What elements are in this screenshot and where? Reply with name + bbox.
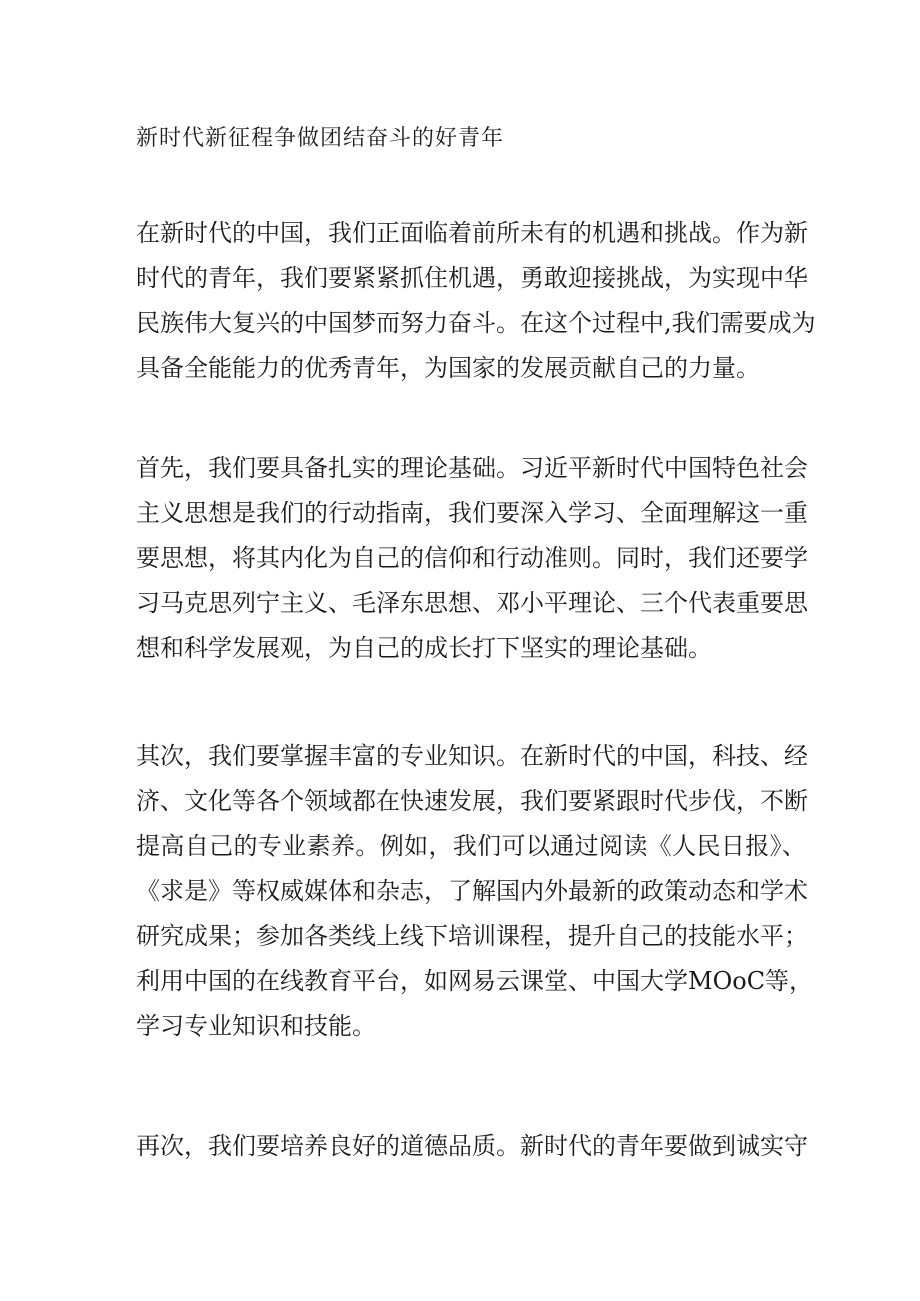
paragraph-line: 习马克思列宁主义、毛泽东思想、邓小平理论、三个代表重要思 (136, 589, 808, 617)
paragraph-line: 民族伟大复兴的中国梦而努力奋斗。在这个过程中,我们需要成为 (136, 309, 816, 337)
paragraph-knowledge (136, 734, 814, 1049)
paragraph-line: 时代的青年，我们要紧紧抓住机遇，勇敢迎接挑战，为实现中华 (136, 264, 808, 292)
document-title: 新时代新征程争做团结奋斗的好青年 (136, 126, 505, 151)
paragraph-theory (136, 446, 806, 671)
paragraph-line: 利用中国的在线教育平台，如网易云课堂、中国大学MOoC等， (136, 967, 814, 995)
paragraph-line: 其次，我们要掌握丰富的专业知识。在新时代的中国，科技、经 (136, 742, 808, 770)
paragraph-line: 首先，我们要具备扎实的理论基础。习近平新时代中国特色社会 (136, 454, 808, 482)
paragraph-line: 具备全能能力的优秀青年，为国家的发展贡献自己的力量。 (136, 354, 760, 382)
paragraph-line: 再次，我们要培养良好的道德品质。新时代的青年要做到诚实守 (136, 1132, 808, 1160)
paragraph-line: 学习专业知识和技能。 (136, 1012, 376, 1040)
paragraph-line: 《求是》等权威媒体和杂志，了解国内外最新的政策动态和学术 (136, 877, 808, 905)
paragraph-morality (136, 1124, 806, 1169)
paragraph-line: 在新时代的中国，我们正面临着前所未有的机遇和挑战。作为新 (136, 219, 808, 247)
paragraph-line: 研究成果；参加各类线上线下培训课程，提升自己的技能水平； (136, 922, 808, 950)
paragraph-line: 要思想，将其内化为自己的信仰和行动准则。同时，我们还要学 (136, 544, 808, 572)
paragraph-line: 提高自己的专业素养。例如，我们可以通过阅读《人民日报》、 (136, 832, 806, 860)
paragraph-line: 济、文化等各个领域都在快速发展，我们要紧跟时代步伐，不断 (136, 787, 808, 815)
paragraph-line: 主义思想是我们的行动指南，我们要深入学习、全面理解这一重 (136, 499, 808, 527)
paragraph-line: 想和科学发展观，为自己的成长打下坚实的理论基础。 (136, 634, 712, 662)
paragraph-intro (136, 211, 816, 391)
